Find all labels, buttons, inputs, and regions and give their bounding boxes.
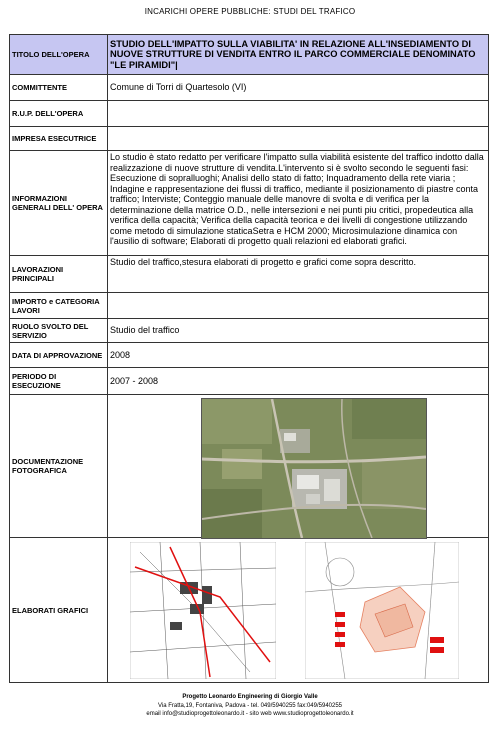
master-plan-drawing [305, 542, 459, 679]
aerial-photo-graphic [202, 399, 426, 538]
value-documentazione [108, 395, 489, 538]
project-sheet-table [9, 34, 489, 683]
label-committente: COMMITTENTE [10, 75, 108, 101]
value-elaborati [108, 538, 489, 683]
aerial-photo [201, 398, 427, 539]
page-footer [0, 693, 500, 719]
row-ruolo [10, 319, 489, 343]
value-ruolo: Studio del traffico [108, 319, 489, 343]
master-plan-graphic [305, 542, 459, 679]
label-informazioni: INFORMAZIONI GENERALI DELL' OPERA [10, 151, 108, 256]
row-lavorazioni [10, 256, 489, 293]
label-ruolo: RUOLO SVOLTO DEL SERVIZIO [10, 319, 108, 343]
page-header: INCARICHI OPERE PUBBLICHE: STUDI DEL TRAFICO [144, 7, 356, 16]
value-data: 2008 [108, 343, 489, 368]
row-rup [10, 101, 489, 127]
value-periodo: 2007 - 2008 [108, 368, 489, 395]
site-plan-drawing [130, 542, 276, 679]
label-elaborati: ELABORATI GRAFICI [10, 538, 108, 683]
label-impresa: IMPRESA ESECUTRICE [10, 127, 108, 151]
footer-company: Progetto Leonardo Engineering di Giorgio Valle [182, 694, 318, 700]
row-data [10, 343, 489, 368]
value-titolo [108, 35, 489, 75]
row-documentazione [10, 395, 489, 538]
label-periodo: PERIODO DI ESECUZIONE [10, 368, 108, 395]
label-documentazione: DOCUMENTAZIONE FOTOGRAFICA [10, 395, 108, 538]
value-impresa [108, 127, 489, 151]
project-title: STUDIO DELL'IMPATTO SULLA VIABILITA' IN RELAZIONE ALL'INSEDIAMENTO DI NUOVE STRUTTURE DI VENDITA ENTRO IL PARCO COMMERCIALE DENOMINATO "LE PIRAMIDI"| [110, 38, 476, 70]
value-informazioni: Lo studio è stato redatto per verificare l'impatto sulla viabilità esistente del traffico indotto dalla realizzazione di nuove strutture di vendita.L'intervento si è svolto secondo le seguenti fasi: Esecuzione di sopralluoghi; Analisi dello stato di fatto; Inquadramento della rete viaria ; Indagine e rappresentazione dei flussi di traffico, mediante il posizionamento di piastre conta traffico; Interviste; Conteggio manuale delle manovre di svolta e di verifica per la determinazione della matrice O.D., nelle intersezioni e nei punti piu critici, propedeutica alla verifica della capacità; Verifica della capacità teorica e dei livelli di congestione utilizzando come metodo di simulazione staticaSetra e HCM 2000; Microsimulazione dinamica con l'ausilio di software; Elaborati di progetto quali relazioni ed elaborati grafici. [108, 151, 489, 256]
value-importo [108, 293, 489, 319]
value-rup [108, 101, 489, 127]
footer-contacts: email info@studioprogettoleonardo.it - sito web www.studioprogettoleonardo.it [146, 711, 354, 718]
value-committente: Comune di Torri di Quartesolo (VI) [108, 75, 489, 101]
site-plan-graphic [130, 542, 276, 679]
label-titolo: TITOLO DELL'OPERA [10, 35, 108, 75]
label-rup: R.U.P. DELL'OPERA [10, 101, 108, 127]
value-lavorazioni: Studio del traffico,stesura elaborati di progetto e grafici come sopra descritto. [108, 256, 489, 293]
row-importo [10, 293, 489, 319]
row-impresa [10, 127, 489, 151]
row-informazioni [10, 151, 489, 256]
footer-address: Via Fratta,19, Fontaniva, Padova - tel. 049/5940255 fax:049/5940255 [157, 702, 343, 709]
row-elaborati [10, 538, 489, 683]
row-committente [10, 75, 489, 101]
label-data: DATA DI APPROVAZIONE [10, 343, 108, 368]
row-titolo [10, 35, 489, 75]
label-lavorazioni: LAVORAZIONI PRINCIPALI [10, 256, 108, 293]
row-periodo [10, 368, 489, 395]
label-importo: IMPORTO e CATEGORIA LAVORI [10, 293, 108, 319]
